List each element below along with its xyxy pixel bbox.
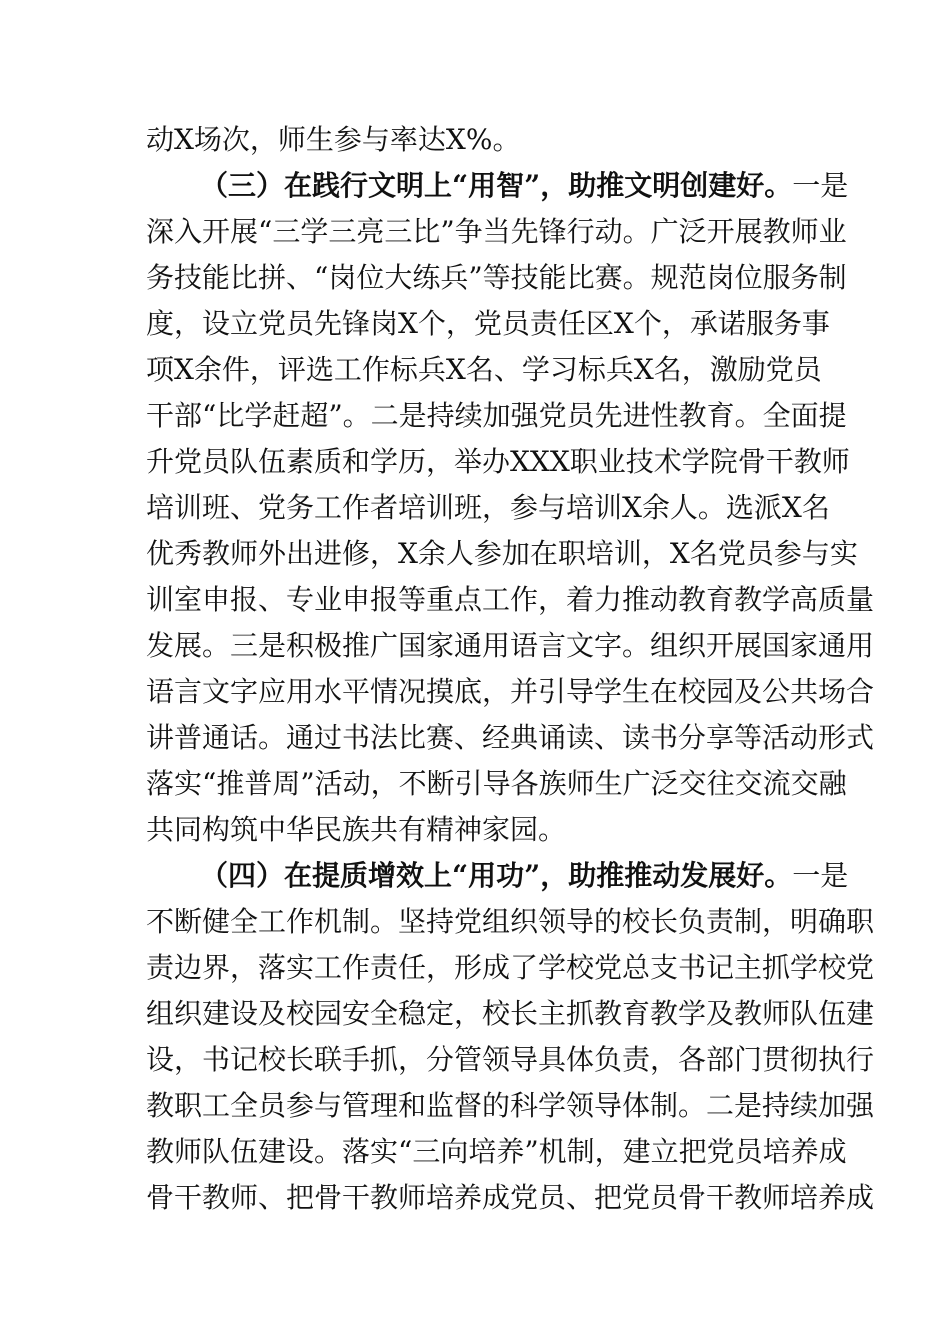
text-line: 动X场次，师生参与率达X%。: [146, 123, 521, 156]
text-line: 干部“比学赶超”。二是持续加强党员先进性教育。全面提: [146, 399, 847, 432]
text-line: 骨干教师、把骨干教师培养成党员、把党员骨干教师培养成: [146, 1181, 875, 1214]
text-line: 发展。三是积极推广国家通用语言文字。组织开展国家通用: [146, 629, 875, 662]
text-line: 升党员队伍素质和学历，举办XXX职业技术学院骨干教师: [146, 445, 850, 478]
text-line: 培训班、党务工作者培训班，参与培训X余人。选派X名: [146, 491, 830, 524]
text-line: 教职工全员参与管理和监督的科学领导体制。二是持续加强: [146, 1089, 875, 1122]
text-line: 训室申报、专业申报等重点工作，着力推动教育教学高质量: [146, 583, 875, 616]
text-line: 语言文字应用水平情况摸底，并引导学生在校园及公共场合: [146, 675, 875, 708]
text-segment: 一是: [792, 169, 849, 202]
section-heading: （三）在践行文明上“用智”，助推文明创建好。: [200, 169, 793, 202]
text-line: 共同构筑中华民族共有精神家园。: [146, 813, 567, 846]
text-line: 深入开展“三学三亮三比”争当先锋行动。广泛开展教师业: [146, 215, 847, 248]
text-line: 不断健全工作机制。坚持党组织领导的校长负责制，明确职: [146, 905, 875, 938]
text-line: 度，设立党员先锋岗X个，党员责任区X个，承诺服务事: [146, 307, 830, 340]
section-heading-line: [200, 856, 849, 896]
text-line: 责边界，落实工作责任，形成了学校党总支书记主抓学校党: [146, 951, 875, 984]
text-line: 落实“推普周”活动，不断引导各族师生广泛交往交流交融: [146, 767, 847, 800]
text-line: 组织建设及校园安全稳定，校长主抓教育教学及教师队伍建: [146, 997, 875, 1030]
section-heading-line: [200, 166, 849, 206]
text-line: 教师队伍建设。落实“三向培养”机制，建立把党员培养成: [146, 1135, 847, 1168]
section-heading: （四）在提质增效上“用功”，助推推动发展好。: [200, 859, 793, 892]
text-line: 设，书记校长联手抓，分管领导具体负责，各部门贯彻执行: [146, 1043, 875, 1076]
text-segment: 一是: [792, 859, 849, 892]
text-line: 讲普通话。通过书法比赛、经典诵读、读书分享等活动形式: [146, 721, 875, 754]
text-line: 务技能比拼、“岗位大练兵”等技能比赛。规范岗位服务制: [146, 261, 847, 294]
text-line: 优秀教师外出进修，X余人参加在职培训，X名党员参与实: [146, 537, 858, 570]
text-line: 项X余件，评选工作标兵X名、学习标兵X名，激励党员: [146, 353, 822, 386]
